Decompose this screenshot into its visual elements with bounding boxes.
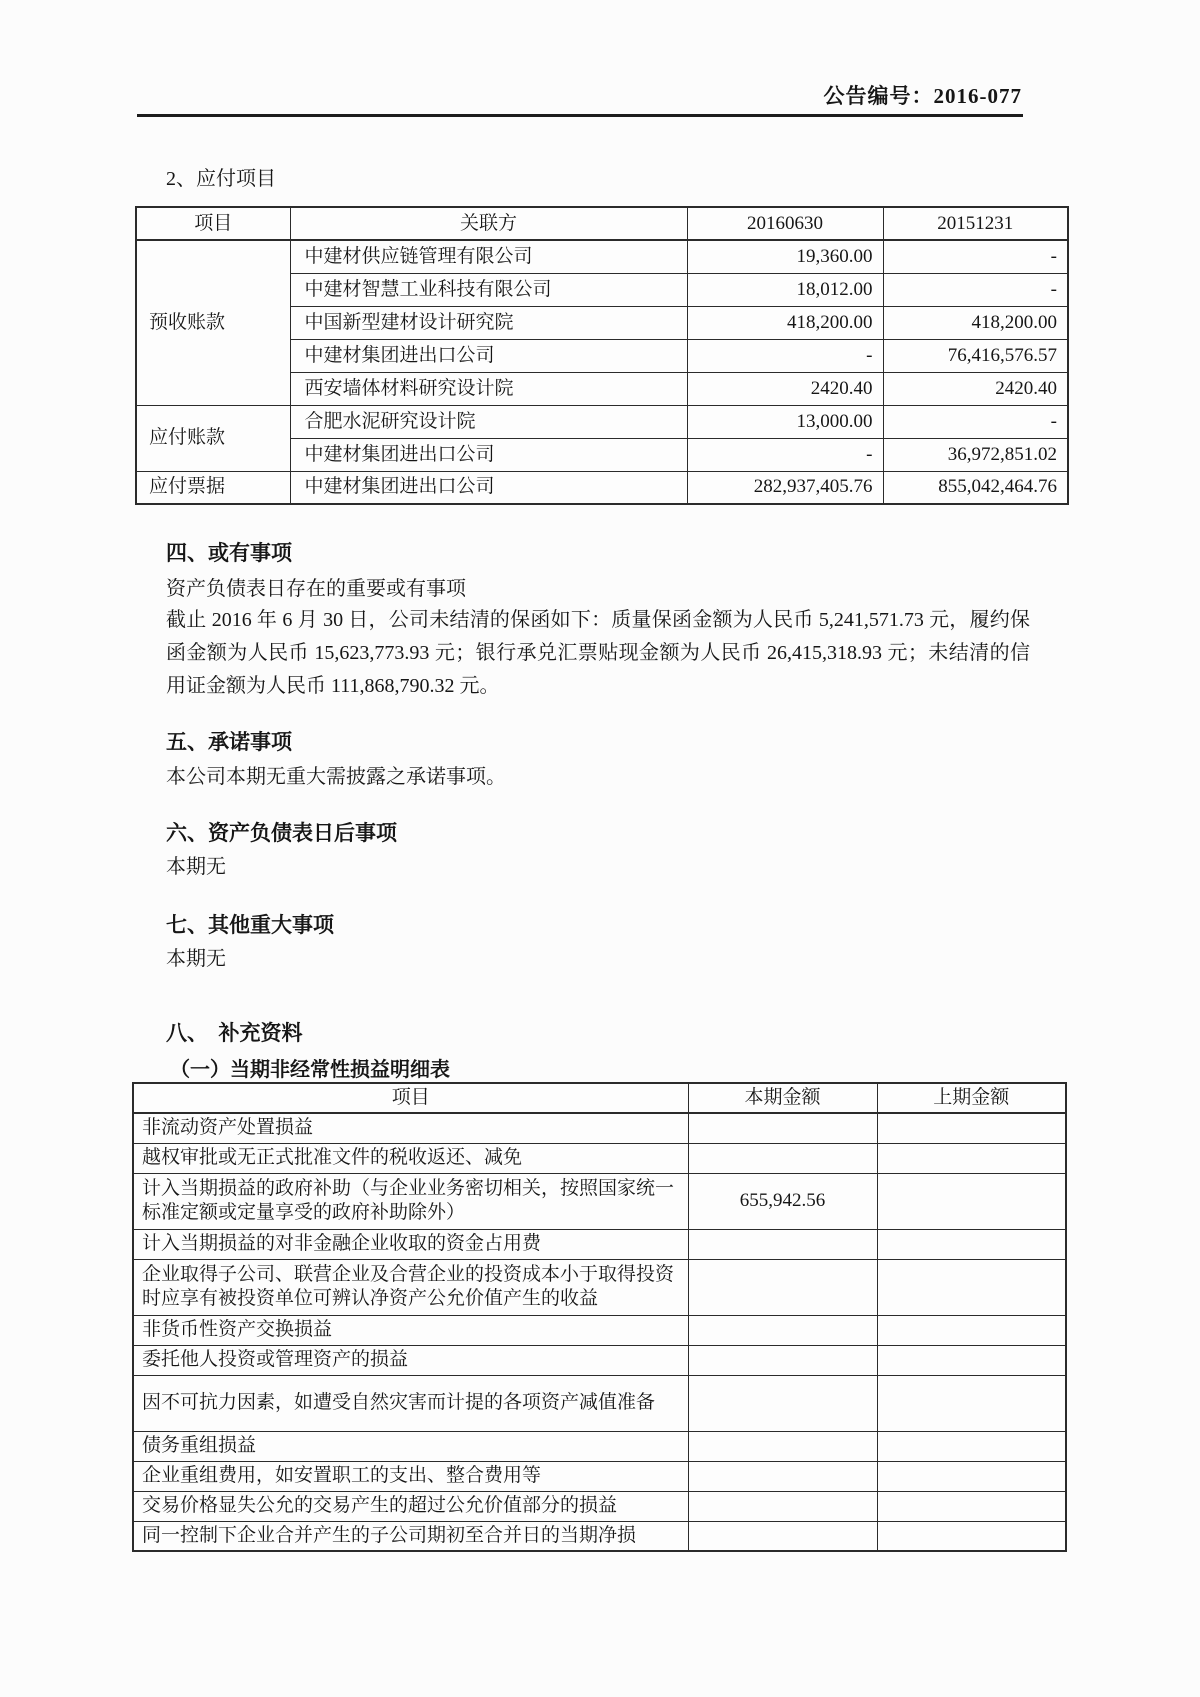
commitments-heading: 五、承诺事项 (166, 730, 292, 754)
value-cell: - (687, 339, 883, 372)
other-major-body: 本期无 (166, 948, 226, 970)
item-label-cell: 计入当期损益的对非金融企业收取的资金占用费 (133, 1229, 688, 1259)
column-header-item: 项目 (133, 1083, 688, 1113)
table-row (133, 1113, 1066, 1143)
header-rule (137, 114, 1023, 117)
item-cell: 应付账款 (136, 405, 290, 471)
item-cell: 预收账款 (136, 240, 290, 405)
prior-amount-cell (877, 1259, 1066, 1315)
announcement-number: 公告编号：2016-077 (823, 84, 1022, 108)
value-cell: - (883, 273, 1068, 306)
item-label-cell: 企业重组费用，如安置职工的支出、整合费用等 (133, 1461, 688, 1491)
commitments-body: 本公司本期无重大需披露之承诺事项。 (166, 766, 506, 788)
item-label-cell: 非货币性资产交换损益 (133, 1315, 688, 1345)
nonrecurring-table-title: （一）当期非经常性损益明细表 (170, 1059, 450, 1081)
party-cell: 中国新型建材设计研究院 (290, 306, 687, 339)
value-cell: 2420.40 (687, 372, 883, 405)
value-cell: - (883, 405, 1068, 438)
item-label-cell: 委托他人投资或管理资产的损益 (133, 1345, 688, 1375)
column-header-current-amount: 本期金额 (688, 1083, 877, 1113)
party-cell: 中建材集团进出口公司 (290, 438, 687, 471)
party-cell: 中建材集团进出口公司 (290, 339, 687, 372)
table-row (136, 405, 1068, 438)
value-cell: 19,360.00 (687, 240, 883, 273)
value-cell: 13,000.00 (687, 405, 883, 438)
item-cell: 应付票据 (136, 471, 290, 504)
post-balance-sheet-heading: 六、资产负债表日后事项 (166, 821, 397, 845)
prior-amount-cell (877, 1491, 1066, 1521)
table-row (133, 1173, 1066, 1229)
table-row (133, 1461, 1066, 1491)
prior-amount-cell (877, 1113, 1066, 1143)
table-row (133, 1431, 1066, 1461)
table-row (133, 1345, 1066, 1375)
supplementary-heading: 八、 补充资料 (166, 1021, 303, 1045)
other-major-heading: 七、其他重大事项 (166, 913, 334, 937)
current-amount-cell (688, 1113, 877, 1143)
item-label-cell: 非流动资产处置损益 (133, 1113, 688, 1143)
value-cell: 418,200.00 (883, 306, 1068, 339)
value-cell: 18,012.00 (687, 273, 883, 306)
contingencies-subtitle: 资产负债表日存在的重要或有事项 (166, 578, 466, 600)
party-cell: 中建材集团进出口公司 (290, 471, 687, 504)
current-amount-cell (688, 1431, 877, 1461)
item-label-cell: 同一控制下企业合并产生的子公司期初至合并日的当期净损 (133, 1521, 688, 1551)
column-header-related-party: 关联方 (290, 207, 687, 240)
table-header-row (133, 1083, 1066, 1113)
value-cell: 418,200.00 (687, 306, 883, 339)
contingencies-heading: 四、或有事项 (166, 541, 292, 565)
current-amount-cell (688, 1259, 877, 1315)
table-row (133, 1143, 1066, 1173)
value-cell: 2420.40 (883, 372, 1068, 405)
prior-amount-cell (877, 1229, 1066, 1259)
prior-amount-cell (877, 1315, 1066, 1345)
column-header-20151231: 20151231 (883, 207, 1068, 240)
party-cell: 中建材供应链管理有限公司 (290, 240, 687, 273)
table-row (133, 1315, 1066, 1345)
current-amount-cell (688, 1345, 877, 1375)
value-cell: 855,042,464.76 (883, 471, 1068, 504)
payables-section-title: 2、应付项目 (166, 168, 276, 190)
party-cell: 合肥水泥研究设计院 (290, 405, 687, 438)
table-row (133, 1521, 1066, 1551)
current-amount-cell (688, 1461, 877, 1491)
current-amount-cell (688, 1143, 877, 1173)
table-header-row (136, 207, 1068, 240)
contingencies-paragraph: 截止 2016 年 6 月 30 日，公司未结清的保函如下：质量保函金额为人民币 5,241,571.73 元，履约保函金额为人民币 15,623,773.93 元；银行承兑汇票贴现金额为人民币 26,415,318.93 元；未结清的信用证金额为人民币 111,868,790.32 元。 (166, 609, 1030, 697)
item-label-cell: 计入当期损益的政府补助（与企业业务密切相关，按照国家统一标准定额或定量享受的政府补助除外） (133, 1173, 688, 1229)
party-cell: 中建材智慧工业科技有限公司 (290, 273, 687, 306)
current-amount-cell (688, 1375, 877, 1431)
item-label-cell: 因不可抗力因素，如遭受自然灾害而计提的各项资产减值准备 (133, 1375, 688, 1431)
table-row (133, 1229, 1066, 1259)
value-cell: 76,416,576.57 (883, 339, 1068, 372)
payables-table (135, 206, 1069, 505)
current-amount-cell (688, 1491, 877, 1521)
item-label-cell: 交易价格显失公允的交易产生的超过公允价值部分的损益 (133, 1491, 688, 1521)
column-header-prior-amount: 上期金额 (877, 1083, 1066, 1113)
value-cell: 36,972,851.02 (883, 438, 1068, 471)
table-row (133, 1259, 1066, 1315)
item-label-cell: 越权审批或无正式批准文件的税收返还、减免 (133, 1143, 688, 1173)
table-row (136, 240, 1068, 273)
party-cell: 西安墙体材料研究设计院 (290, 372, 687, 405)
prior-amount-cell (877, 1345, 1066, 1375)
current-amount-cell (688, 1315, 877, 1345)
column-header-20160630: 20160630 (687, 207, 883, 240)
item-label-cell: 债务重组损益 (133, 1431, 688, 1461)
prior-amount-cell (877, 1375, 1066, 1431)
table-row (133, 1375, 1066, 1431)
prior-amount-cell (877, 1173, 1066, 1229)
current-amount-cell (688, 1229, 877, 1259)
value-cell: - (883, 240, 1068, 273)
table-row (136, 471, 1068, 504)
value-cell: - (687, 438, 883, 471)
nonrecurring-items-table (132, 1082, 1067, 1552)
value-cell: 282,937,405.76 (687, 471, 883, 504)
prior-amount-cell (877, 1461, 1066, 1491)
prior-amount-cell (877, 1143, 1066, 1173)
current-amount-cell: 655,942.56 (688, 1173, 877, 1229)
item-label-cell: 企业取得子公司、联营企业及合营企业的投资成本小于取得投资时应享有被投资单位可辨认净资产公允价值产生的收益 (133, 1259, 688, 1315)
column-header-item: 项目 (136, 207, 290, 240)
table-row (133, 1491, 1066, 1521)
current-amount-cell (688, 1521, 877, 1551)
post-balance-sheet-body: 本期无 (166, 856, 226, 878)
prior-amount-cell (877, 1431, 1066, 1461)
prior-amount-cell (877, 1521, 1066, 1551)
